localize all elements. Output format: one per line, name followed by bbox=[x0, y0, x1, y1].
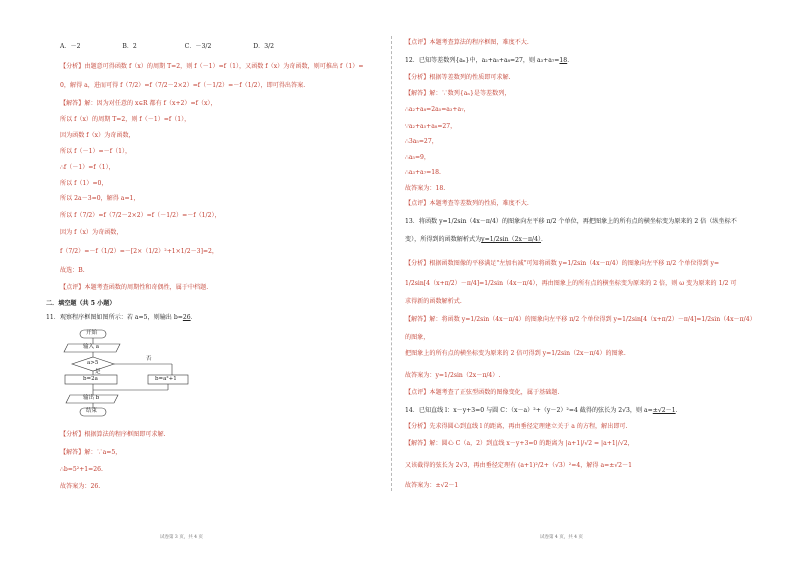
solution-line: 因为 f（x）为奇函数， bbox=[60, 229, 123, 236]
flowchart-process-right: b=a²+1 bbox=[155, 376, 177, 382]
analysis-line: 求得新的函数解析式. bbox=[405, 298, 462, 305]
solution-line: 【解答】解：圆心 C（a，2）到直线 x－y+3=0 的距离为 |a+1|/√2 = |a+1|/√2， bbox=[405, 440, 634, 447]
page-footer: 试卷第 4 页，共 4 页 bbox=[540, 535, 583, 540]
question-text: 变），所得到的函数解析式为 bbox=[405, 236, 482, 243]
solution-line: 故答案为：26. bbox=[60, 483, 101, 490]
solution-line: 【解答】解：将函数 y=1/2sin（4x－π/4）的图象向左平移 π/2 个单位得到 y=1/2sin[4（x+π/2）－π/4]=1/2sin（4x－π/4） bbox=[405, 316, 756, 323]
solution-line: 因为函数 f（x）为奇函数， bbox=[60, 132, 135, 139]
question-14 bbox=[405, 408, 682, 414]
solution-line: f（7/2）=－f（1/2）=－[2×（1/2）²+1×1/2－3]=2， bbox=[60, 248, 219, 255]
solution-line: 故选：B. bbox=[60, 267, 85, 274]
analysis-line: 【分析】根据算法的程序框图即可求解. bbox=[60, 431, 166, 438]
answer-blank: ±√2－1 bbox=[652, 407, 676, 414]
solution-line: 又该截得的弦长为 2√3，再由垂径定理有 (a+1)²/2+（√3）²=4，解得 a=±√2－1 bbox=[405, 462, 633, 469]
solution-line: 【解答】解：∵a=5， bbox=[60, 449, 122, 456]
comment-line: 【点评】本题考查算法的程序框图，难度不大. bbox=[405, 39, 529, 46]
answer-blank: y=1/2sin（2x－π/4） bbox=[481, 236, 542, 243]
answer-options bbox=[60, 44, 274, 50]
solution-line: ∴a₅=9， bbox=[405, 154, 431, 161]
solution-line: ∴f（－1）=f（1）， bbox=[60, 164, 115, 171]
answer-blank: 18 bbox=[559, 57, 568, 64]
flowchart-branch-label: 是 bbox=[95, 369, 101, 375]
question-12 bbox=[405, 58, 573, 64]
question-end: ． bbox=[675, 407, 682, 414]
analysis-line: 1/2sin[4（x+π/2）－π/4]=1/2sin（4x－π/4），再由图象上的所有点的横坐标变为原来的 2 倍，则 ω 变为原来的 1/2 可 bbox=[405, 280, 737, 287]
analysis-line: 【分析】由题意可得函数 f（x）的周期 T=2，则 f（－1）=f（1），又函数 f（x）为奇函数，则可推出 f（1）= bbox=[60, 63, 364, 70]
question-text: 11．观察程序框图如图所示：若 a=5，则输出 b= bbox=[46, 314, 183, 321]
analysis-line: 【分析】先求得圆心到直线 l 的距离，再由垂径定理建立关于 a 的方程，解出即可. bbox=[405, 423, 628, 430]
flowchart bbox=[60, 328, 190, 440]
option-d: D． bbox=[253, 43, 265, 50]
solution-line: ∴a₃+a₇=18. bbox=[405, 169, 441, 176]
solution-line: 故答案为：±√2－1 bbox=[405, 482, 459, 489]
flowchart-end: 结束 bbox=[86, 408, 98, 414]
question-text: 12．已知等差数列{aₙ}中，a₂+a₅+a₈=27，则 a₃+a₇= bbox=[405, 57, 560, 64]
question-13: 13．将函数 y=1/2sin（4x－π/4）的图象向左平移 π/2 个单位，再把图象上的所有点的横坐标变为原来的 2 倍（纵坐标不 bbox=[405, 218, 737, 225]
solution-line: 的图象， bbox=[405, 334, 430, 341]
question-11 bbox=[46, 315, 197, 321]
solution-line: 所以 f（x）的周期 T=2，则 f（－1）=f（1）， bbox=[60, 116, 191, 123]
solution-line: 故答案为：18. bbox=[405, 185, 446, 192]
page-footer: 试卷第 3 页，共 4 页 bbox=[160, 535, 203, 540]
solution-line: 故答案为：y=1/2sin（2x－π/4）. bbox=[405, 372, 501, 379]
question-end: ． bbox=[190, 314, 197, 321]
solution-line: 【解答】解：因为对任意的 x∈R 都有 f（x+2）=f（x）， bbox=[60, 100, 217, 107]
solution-line: 所以 2a－3=0，解得 a=1， bbox=[60, 195, 140, 202]
solution-line: 把图象上的所有点的横坐标变为原来的 2 倍可得到 y=1/2sin（2x－π/4）的图象. bbox=[405, 350, 626, 357]
comment-line: 【点评】本题考查等差数列的性质，难度不大. bbox=[405, 200, 529, 207]
option-a: A．－2 bbox=[60, 43, 81, 50]
solution-line: ∴3a₅=27， bbox=[405, 138, 438, 145]
solution-line: 所以 f（1）=0， bbox=[60, 180, 108, 187]
analysis-line: 【分析】根据函数图像的平移满足"左加右减"可知将函数 y=1/2sin（4x－π/4）的图象向左平移 π/2 个单位得到 y= bbox=[405, 260, 720, 267]
solution-line: ∴b=5²+1=26. bbox=[60, 466, 103, 473]
flowchart-branch-label: 否 bbox=[146, 356, 152, 362]
option-c: C．－ bbox=[184, 43, 202, 50]
option-c-fraction: 3/2 bbox=[201, 43, 212, 50]
flowchart-process-left: b=2a bbox=[83, 376, 98, 382]
solution-line: ∴a₂+a₈=2a₅=a₃+a₇， bbox=[405, 106, 470, 113]
option-d-fraction: 3/2 bbox=[264, 43, 275, 50]
flowchart-input: 输入 a bbox=[83, 344, 100, 350]
question-13-continued bbox=[405, 237, 547, 243]
answer-blank: 26 bbox=[182, 314, 191, 321]
flowchart-start: 开始 bbox=[86, 330, 98, 336]
section-heading: 二．填空题（共 5 小题） bbox=[46, 300, 116, 307]
solution-line: 所以 f（－1）=－f（1）， bbox=[60, 148, 132, 155]
solution-line: 所以 f（7/2）=f（7/2－2×2）=f（－1/2）=－f（1/2）， bbox=[60, 212, 221, 219]
flowchart-condition: a>5 bbox=[87, 360, 99, 366]
analysis-line: 【分析】根据等差数列的性质即可求解. bbox=[405, 74, 511, 81]
question-text: 14．已知直线 l：x－y+3=0 与圆 C：（x－a）²+（y－2）²=4 截得的弦长为 2√3，则 a= bbox=[405, 407, 653, 414]
flowchart-lines bbox=[60, 328, 190, 440]
flowchart-output: 输出 b bbox=[83, 395, 100, 401]
option-b: B．2 bbox=[122, 43, 137, 50]
comment-line: 【点评】本题考查了正弦型函数的图像变化，属于基础题. bbox=[405, 389, 560, 396]
solution-line: 【解答】解：∵数列{aₙ}是等差数列， bbox=[405, 90, 511, 97]
question-end: ． bbox=[567, 57, 574, 64]
solution-line: ∵a₂+a₅+a₈=27， bbox=[405, 123, 457, 130]
comment-line: 【点评】本题考查函数的周期性和奇偶性，属于中档题. bbox=[60, 284, 209, 291]
analysis-line: 0，解得 a，进而可得 f（7/2）=f（7/2－2×2）=f（－1/2）=－f（1/2），即可得出答案. bbox=[60, 82, 306, 89]
column-divider bbox=[391, 36, 392, 491]
question-end: ． bbox=[541, 236, 548, 243]
